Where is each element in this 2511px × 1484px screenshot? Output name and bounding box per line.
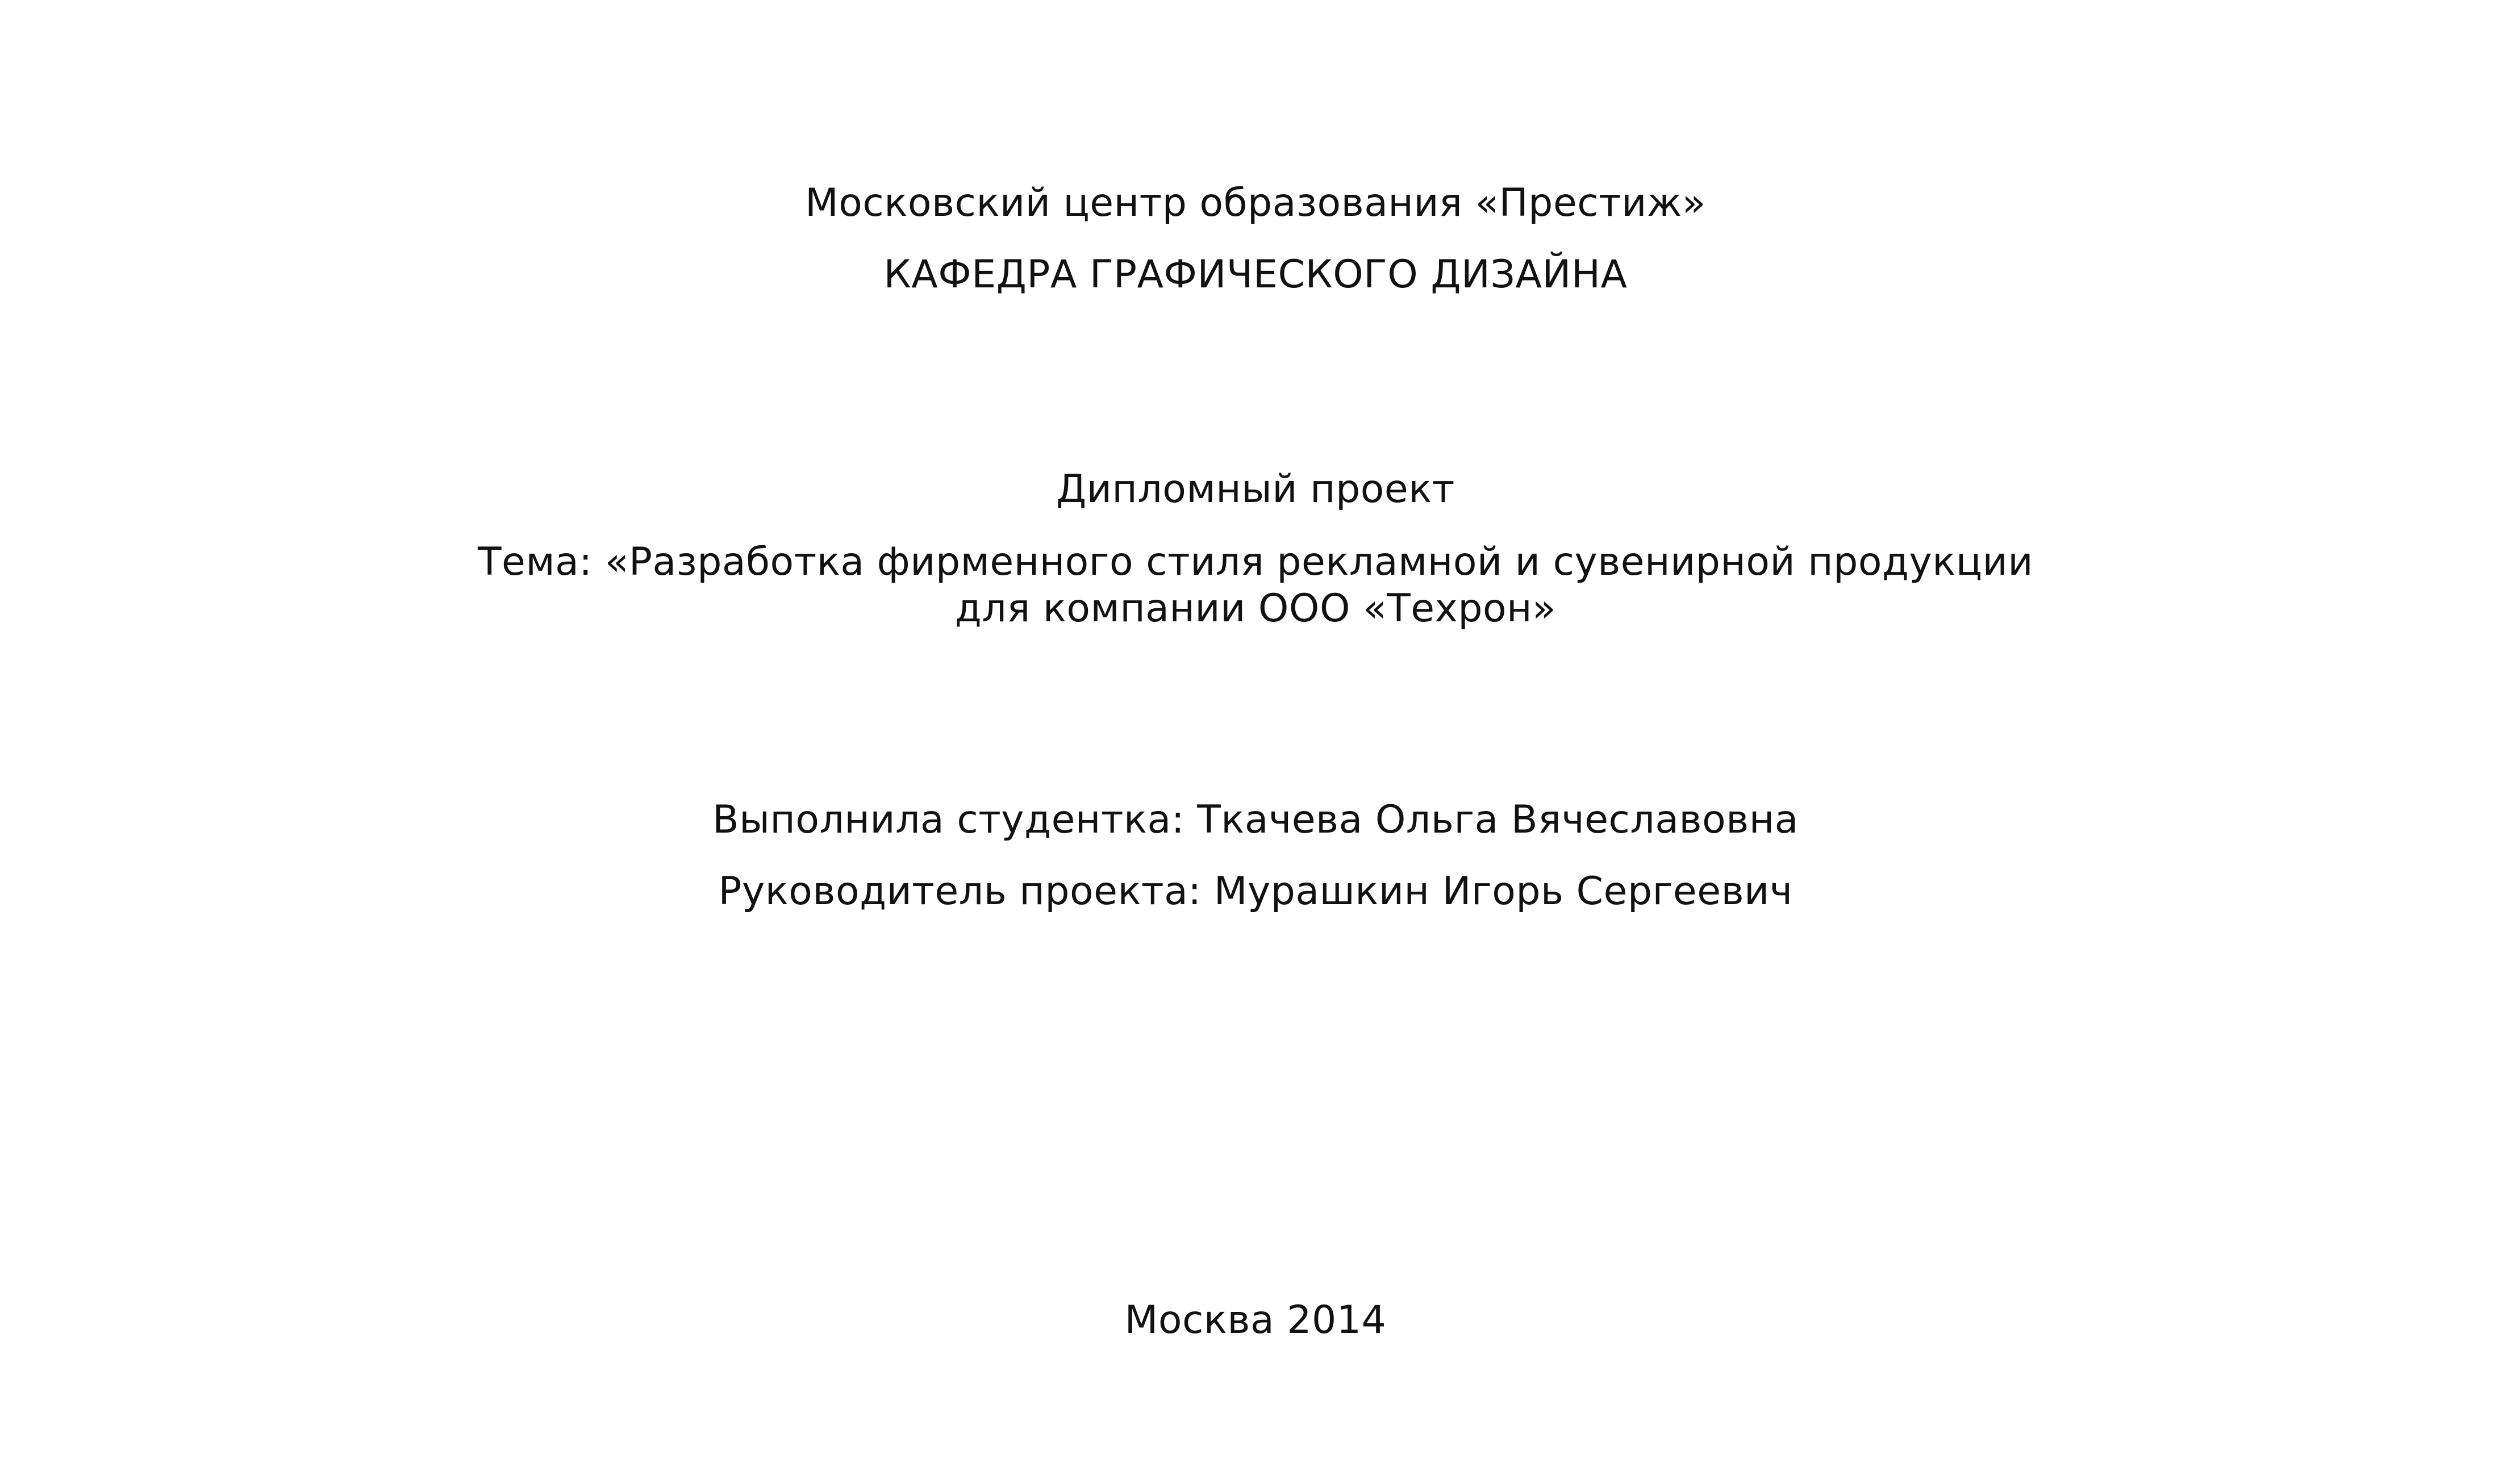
department-name: КАФЕДРА ГРАФИЧЕСКОГО ДИЗАЙНА (883, 252, 1628, 297)
project-topic-line-2: для компании ООО «Техрон» (954, 586, 1557, 631)
organization-name: Московский центр образования «Престиж» (805, 181, 1706, 225)
advisor-credit: Руководитель проекта: Мурашкин Игорь Сергеевич (718, 869, 1793, 914)
project-type: Дипломный проект (1056, 467, 1455, 512)
city-year: Москва 2014 (1124, 1298, 1387, 1343)
student-credit: Выполнила студентка: Ткачева Ольга Вячеславовна (712, 797, 1799, 842)
project-topic-line-1: Тема: «Разработка фирменного стиля рекламной и сувенирной продукции (477, 540, 2034, 584)
